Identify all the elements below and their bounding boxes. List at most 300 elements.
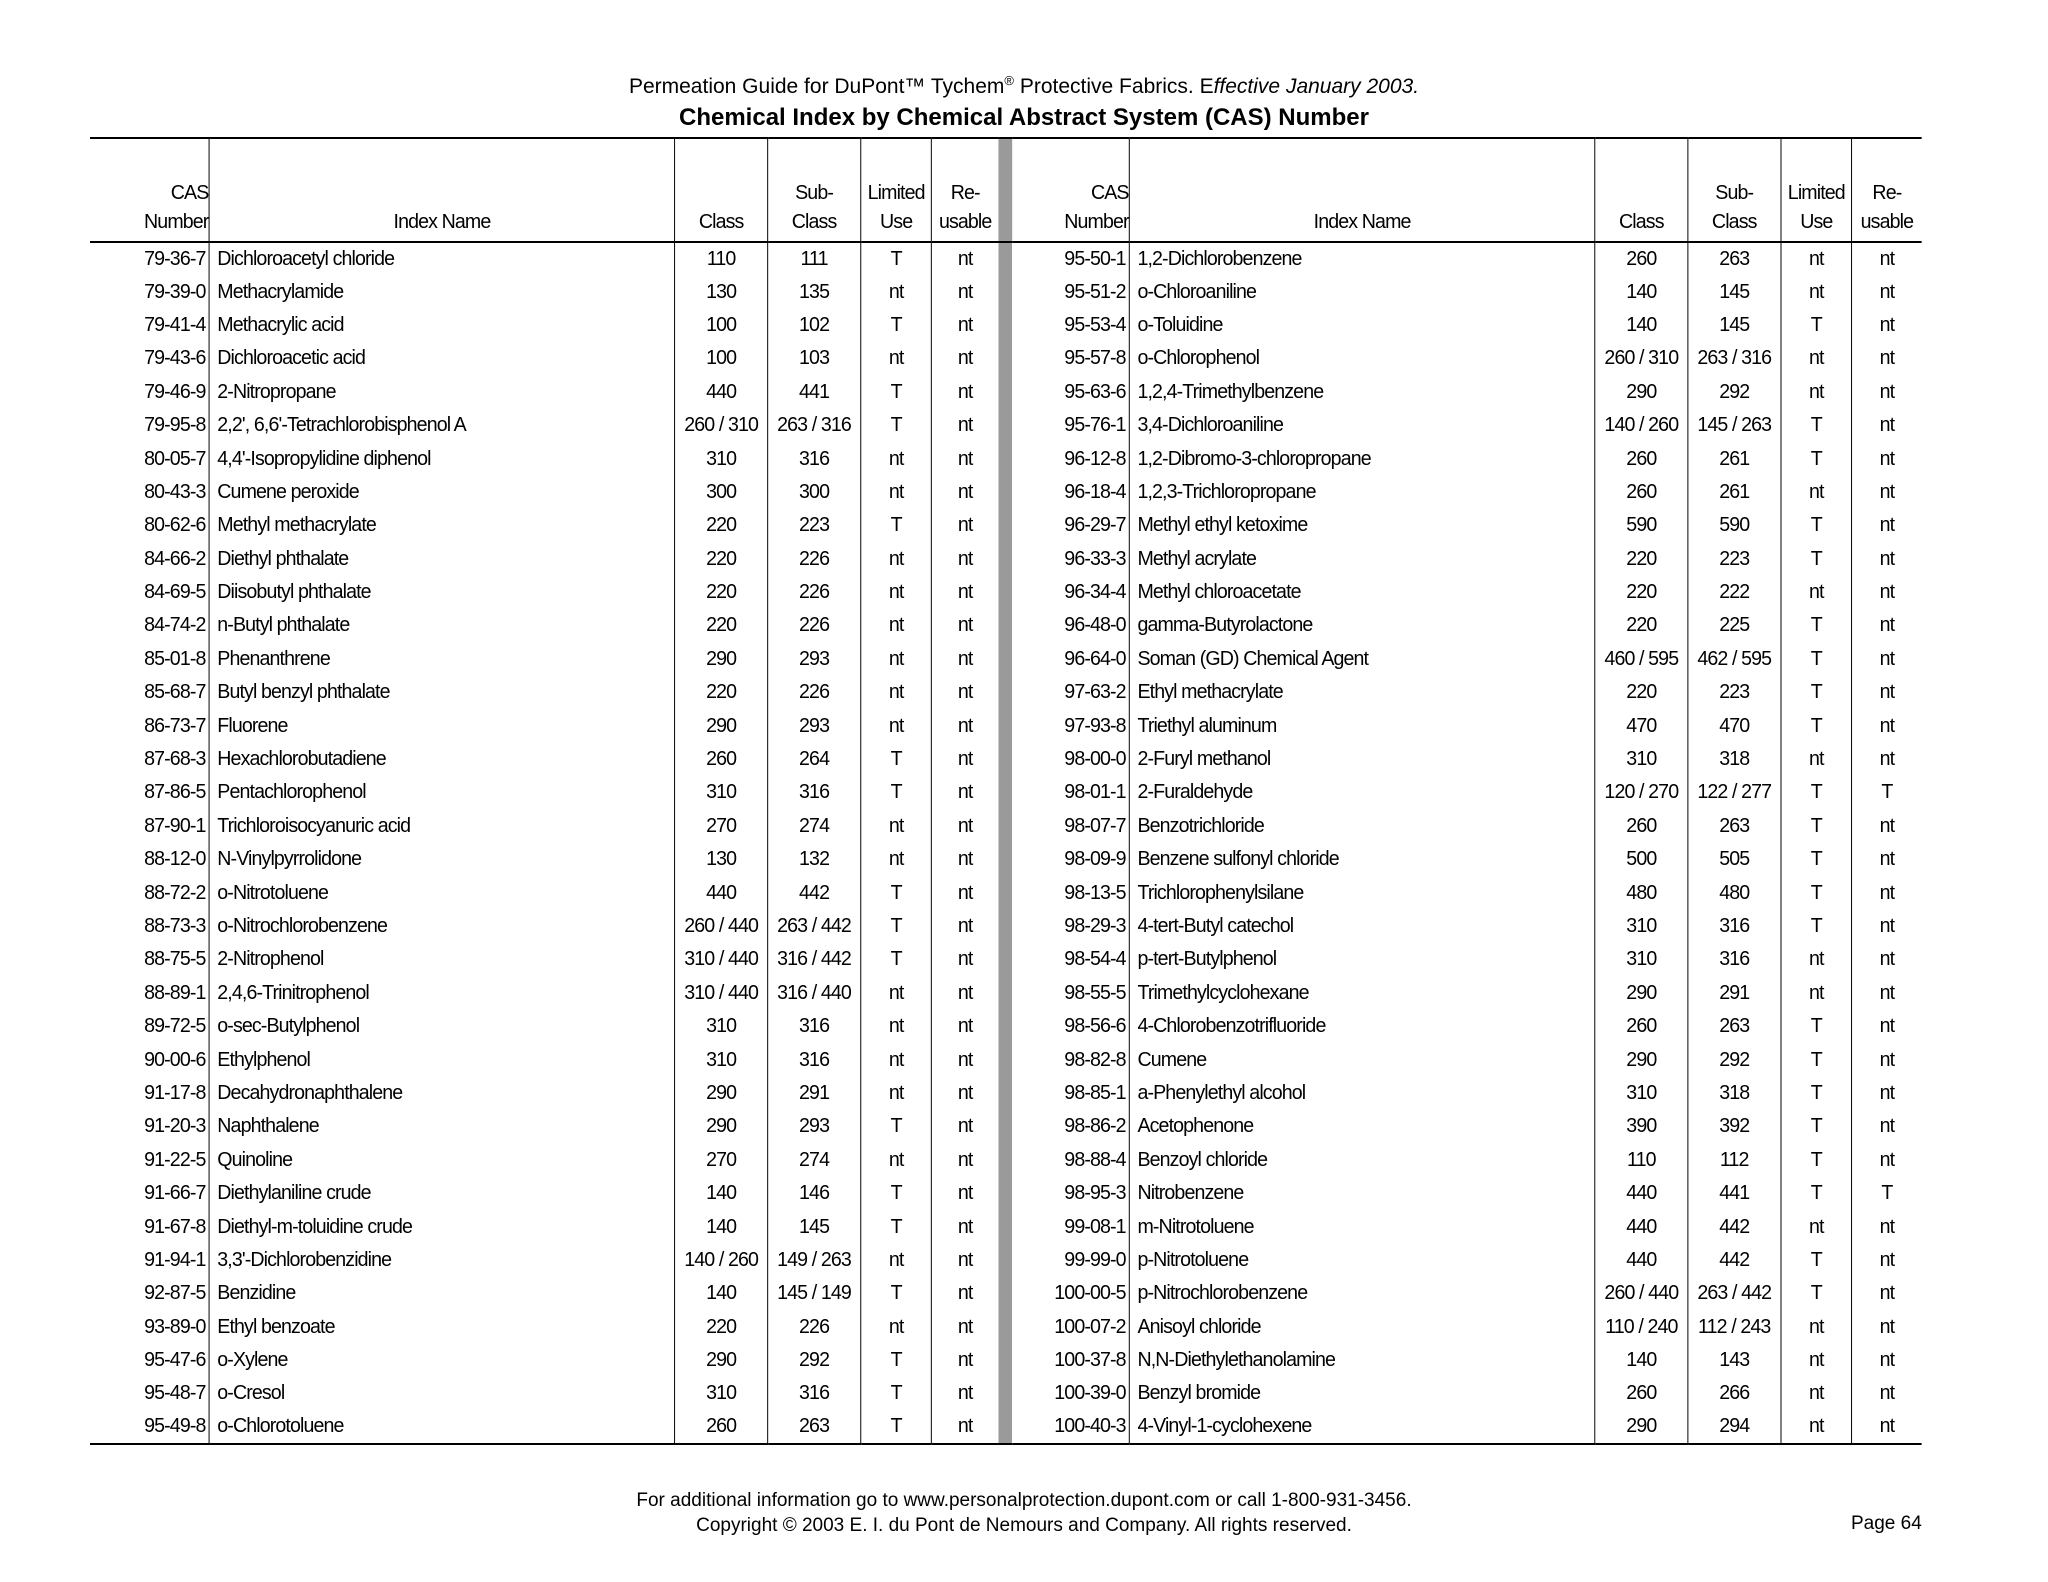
limited-use-value: T <box>861 1110 932 1143</box>
cas-number: 96-33-3 <box>1064 547 1126 570</box>
sub-class-value: 226 <box>767 543 860 576</box>
cas-number: 96-48-0 <box>1064 614 1126 637</box>
class-value: 270 <box>675 1144 767 1177</box>
reusable-value: nt <box>932 643 999 676</box>
reusable-value: nt <box>932 1043 999 1076</box>
sub-class-value: 392 <box>1688 1110 1781 1143</box>
limited-use-value: T <box>861 1344 932 1377</box>
table-row <box>90 1010 1922 1043</box>
reusable-value: nt <box>1852 843 1922 876</box>
col-reusable: Re- usable <box>932 138 999 242</box>
index-name: Methacrylic acid <box>209 309 675 342</box>
limited-use-value: T <box>861 876 932 909</box>
sub-class-value: 146 <box>767 1177 860 1210</box>
col-index-name: Index Name <box>1129 138 1595 242</box>
index-name: Phenanthrene <box>209 643 675 676</box>
reusable-value: nt <box>932 376 999 409</box>
column-divider <box>998 643 1012 676</box>
reusable-value: nt <box>932 709 999 742</box>
class-value: 310 / 440 <box>675 943 767 976</box>
index-name: 4-Chlorobenzotrifluoride <box>1129 1010 1595 1043</box>
cas-number: 93-89-0 <box>144 1315 206 1338</box>
cas-number: 80-05-7 <box>144 447 206 470</box>
class-value: 440 <box>1595 1210 1687 1243</box>
cas-number: 84-66-2 <box>144 547 206 570</box>
cas-number: 88-72-2 <box>144 881 206 904</box>
sub-class-value: 263 <box>1688 1010 1781 1043</box>
reusable-value: nt <box>932 810 999 843</box>
sub-class-value: 261 <box>1688 476 1781 509</box>
reusable-value: T <box>1852 776 1922 809</box>
sub-class-value: 112 / 243 <box>1688 1311 1781 1344</box>
index-name: Ethyl methacrylate <box>1129 676 1595 709</box>
cas-number: 97-63-2 <box>1064 681 1126 704</box>
class-value: 110 <box>1595 1144 1687 1177</box>
limited-use-value: T <box>1781 609 1852 642</box>
column-divider <box>998 1077 1012 1110</box>
limited-use-value: T <box>1781 1177 1852 1210</box>
sub-class-value: 292 <box>1688 376 1781 409</box>
limited-use-value: T <box>861 376 932 409</box>
reusable-value: nt <box>1852 643 1922 676</box>
cas-number: 96-34-4 <box>1064 581 1126 604</box>
cas-number: 98-01-1 <box>1064 781 1126 804</box>
limited-use-value: nt <box>861 1010 932 1043</box>
class-value: 140 <box>675 1277 767 1310</box>
limited-use-value: nt <box>861 977 932 1010</box>
sub-class-value: 263 / 442 <box>767 910 860 943</box>
sub-class-value: 103 <box>767 342 860 375</box>
index-name: Quinoline <box>209 1144 675 1177</box>
limited-use-value: nt <box>861 643 932 676</box>
cas-number: 91-20-3 <box>144 1115 206 1138</box>
reusable-value: nt <box>1852 442 1922 475</box>
table-row <box>90 676 1922 709</box>
limited-use-value: nt <box>1781 1377 1852 1410</box>
class-value: 290 <box>675 709 767 742</box>
col-cas-number: CAS Number <box>90 138 209 242</box>
column-divider <box>998 509 1012 542</box>
reusable-value: nt <box>932 1010 999 1043</box>
reusable-value: nt <box>1852 342 1922 375</box>
sub-class-value: 291 <box>1688 977 1781 1010</box>
index-name: o-sec-Butylphenol <box>209 1010 675 1043</box>
cas-number: 85-68-7 <box>144 681 206 704</box>
limited-use-value: nt <box>861 843 932 876</box>
index-name: Benzoyl chloride <box>1129 1144 1595 1177</box>
limited-use-value: nt <box>861 810 932 843</box>
class-value: 260 <box>1595 1010 1687 1043</box>
index-name: Decahydronaphthalene <box>209 1077 675 1110</box>
cas-number: 100-37-8 <box>1054 1349 1126 1372</box>
sub-class-value: 293 <box>767 709 860 742</box>
cas-number: 100-39-0 <box>1054 1382 1126 1405</box>
table-header-row <box>90 138 1922 242</box>
limited-use-value: T <box>1781 1077 1852 1110</box>
limited-use-value: nt <box>861 1244 932 1277</box>
limited-use-value: T <box>861 1177 932 1210</box>
limited-use-value: T <box>1781 1110 1852 1143</box>
class-value: 310 <box>675 776 767 809</box>
reusable-value: nt <box>1852 1210 1922 1243</box>
index-name: n-Butyl phthalate <box>209 609 675 642</box>
reusable-value: nt <box>932 1144 999 1177</box>
table-row <box>90 743 1922 776</box>
class-value: 110 / 240 <box>1595 1311 1687 1344</box>
limited-use-value: T <box>861 776 932 809</box>
reusable-value: nt <box>932 843 999 876</box>
limited-use-value: T <box>861 1377 932 1410</box>
reusable-value: nt <box>1852 943 1922 976</box>
limited-use-value: nt <box>861 676 932 709</box>
index-name: 1,2,3-Trichloropropane <box>1129 476 1595 509</box>
cas-number: 95-76-1 <box>1064 414 1126 437</box>
limited-use-value: nt <box>1781 943 1852 976</box>
class-value: 140 <box>1595 275 1687 308</box>
sub-class-value: 222 <box>1688 576 1781 609</box>
table-row <box>90 1177 1922 1210</box>
index-name: Trichloroisocyanuric acid <box>209 810 675 843</box>
index-name: Methyl ethyl ketoxime <box>1129 509 1595 542</box>
table-row <box>90 876 1922 909</box>
class-value: 260 <box>1595 810 1687 843</box>
class-value: 460 / 595 <box>1595 643 1687 676</box>
class-value: 220 <box>675 676 767 709</box>
cas-number: 80-43-3 <box>144 480 206 503</box>
column-divider <box>998 876 1012 909</box>
column-divider <box>998 743 1012 776</box>
sub-class-value: 263 <box>1688 242 1781 275</box>
class-value: 130 <box>675 275 767 308</box>
footer-copyright: Copyright © 2003 E. I. du Pont de Nemours and Company. All rights reserved. <box>696 1515 1352 1536</box>
column-divider <box>998 709 1012 742</box>
reusable-value: nt <box>1852 509 1922 542</box>
sub-class-value: 292 <box>1688 1043 1781 1076</box>
limited-use-value: nt <box>861 609 932 642</box>
column-divider <box>998 1344 1012 1377</box>
index-name: Methyl methacrylate <box>209 509 675 542</box>
class-value: 220 <box>675 1311 767 1344</box>
sub-class-value: 223 <box>767 509 860 542</box>
class-value: 260 / 310 <box>1595 342 1687 375</box>
index-name: 1,2-Dibromo-3-chloropropane <box>1129 442 1595 475</box>
column-divider <box>998 576 1012 609</box>
class-value: 220 <box>675 543 767 576</box>
sub-class-value: 145 <box>1688 275 1781 308</box>
class-value: 390 <box>1595 1110 1687 1143</box>
class-value: 140 <box>1595 309 1687 342</box>
index-name: 2-Nitrophenol <box>209 943 675 976</box>
class-value: 440 <box>675 876 767 909</box>
reusable-value: nt <box>932 1411 999 1444</box>
table-row <box>90 1077 1922 1110</box>
table-row <box>90 409 1922 442</box>
sub-class-value: 316 <box>767 442 860 475</box>
sub-class-value: 316 / 440 <box>767 977 860 1010</box>
limited-use-value: T <box>1781 910 1852 943</box>
table-row <box>90 709 1922 742</box>
sub-class-value: 316 <box>767 1043 860 1076</box>
class-value: 110 <box>675 242 767 275</box>
cas-number: 91-66-7 <box>144 1182 206 1205</box>
column-divider <box>998 810 1012 843</box>
class-value: 590 <box>1595 509 1687 542</box>
cas-number: 95-50-1 <box>1064 247 1126 270</box>
limited-use-value: T <box>861 910 932 943</box>
sub-class-value: 316 <box>1688 910 1781 943</box>
column-divider <box>998 1010 1012 1043</box>
reusable-value: nt <box>932 1110 999 1143</box>
index-name: N-Vinylpyrrolidone <box>209 843 675 876</box>
reusable-value: nt <box>932 1177 999 1210</box>
table-row <box>90 1043 1922 1076</box>
limited-use-value: T <box>1781 676 1852 709</box>
class-value: 100 <box>675 342 767 375</box>
sub-class-value: 274 <box>767 810 860 843</box>
sub-class-value: 470 <box>1688 709 1781 742</box>
column-divider <box>998 342 1012 375</box>
index-name: 2,4,6-Trinitrophenol <box>209 977 675 1010</box>
index-name: Anisoyl chloride <box>1129 1311 1595 1344</box>
sub-class-value: 261 <box>1688 442 1781 475</box>
column-divider <box>998 138 1012 242</box>
table-row <box>90 609 1922 642</box>
column-divider <box>998 1277 1012 1310</box>
sub-class-value: 226 <box>767 676 860 709</box>
document-title: Permeation Guide for DuPont™ Tychem® Protective Fabrics. Effective January 2003. <box>628 73 1420 98</box>
limited-use-value: nt <box>861 1311 932 1344</box>
index-name: Benzidine <box>209 1277 675 1310</box>
sub-class-value: 292 <box>767 1344 860 1377</box>
limited-use-value: T <box>861 1210 932 1243</box>
reusable-value: nt <box>1852 309 1922 342</box>
sub-class-value: 293 <box>767 643 860 676</box>
class-value: 220 <box>675 576 767 609</box>
column-divider <box>998 242 1012 275</box>
class-value: 440 <box>1595 1244 1687 1277</box>
table-row <box>90 643 1922 676</box>
limited-use-value: nt <box>1781 242 1852 275</box>
column-divider <box>998 1411 1012 1444</box>
table-row <box>90 843 1922 876</box>
column-divider <box>998 309 1012 342</box>
limited-use-value: T <box>1781 810 1852 843</box>
index-name: o-Cresol <box>209 1377 675 1410</box>
class-value: 130 <box>675 843 767 876</box>
table-row <box>90 442 1922 475</box>
limited-use-value: nt <box>1781 1210 1852 1243</box>
reusable-value: nt <box>932 342 999 375</box>
limited-use-value: nt <box>861 576 932 609</box>
class-value: 310 <box>675 1377 767 1410</box>
col-sub-class: Sub- Class <box>767 138 860 242</box>
sub-class-value: 266 <box>1688 1377 1781 1410</box>
sub-class-value: 226 <box>767 576 860 609</box>
sub-class-value: 111 <box>767 242 860 275</box>
sub-class-value: 149 / 263 <box>767 1244 860 1277</box>
table-row <box>90 943 1922 976</box>
column-divider <box>998 1210 1012 1243</box>
sub-class-value: 291 <box>767 1077 860 1110</box>
class-value: 290 <box>675 1110 767 1143</box>
sub-class-value: 441 <box>1688 1177 1781 1210</box>
column-divider <box>998 543 1012 576</box>
cas-number: 95-57-8 <box>1064 347 1126 370</box>
limited-use-value: T <box>861 1277 932 1310</box>
sub-class-value: 316 <box>767 776 860 809</box>
cas-number: 80-62-6 <box>144 514 206 537</box>
limited-use-value: T <box>861 242 932 275</box>
cas-number: 79-46-9 <box>144 380 206 403</box>
index-name: Nitrobenzene <box>1129 1177 1595 1210</box>
limited-use-value: nt <box>861 709 932 742</box>
class-value: 300 <box>675 476 767 509</box>
class-value: 260 / 310 <box>675 409 767 442</box>
limited-use-value: nt <box>1781 1411 1852 1444</box>
sub-class-value: 145 <box>1688 309 1781 342</box>
class-value: 310 / 440 <box>675 977 767 1010</box>
sub-class-value: 316 / 442 <box>767 943 860 976</box>
reusable-value: nt <box>1852 1377 1922 1410</box>
index-name: Naphthalene <box>209 1110 675 1143</box>
limited-use-value: nt <box>861 442 932 475</box>
reusable-value: nt <box>932 609 999 642</box>
sub-class-value: 316 <box>767 1377 860 1410</box>
document-subtitle: Chemical Index by Chemical Abstract System (CAS) Number <box>679 104 1369 131</box>
class-value: 480 <box>1595 876 1687 909</box>
cas-number: 89-72-5 <box>144 1015 206 1038</box>
sub-class-value: 590 <box>1688 509 1781 542</box>
cas-number: 95-51-2 <box>1064 280 1126 303</box>
reusable-value: nt <box>1852 1144 1922 1177</box>
cas-number: 98-54-4 <box>1064 948 1126 971</box>
sub-class-value: 145 / 263 <box>1688 409 1781 442</box>
cas-number: 88-89-1 <box>144 981 206 1004</box>
sub-class-value: 294 <box>1688 1411 1781 1444</box>
table-row <box>90 309 1922 342</box>
index-name: o-Nitrotoluene <box>209 876 675 909</box>
class-value: 220 <box>675 509 767 542</box>
limited-use-value: T <box>1781 1043 1852 1076</box>
reusable-value: nt <box>932 309 999 342</box>
index-name: Ethyl benzoate <box>209 1311 675 1344</box>
limited-use-value: T <box>861 409 932 442</box>
sub-class-value: 300 <box>767 476 860 509</box>
class-value: 260 <box>1595 1377 1687 1410</box>
cas-number: 91-22-5 <box>144 1148 206 1171</box>
class-value: 260 <box>675 1411 767 1444</box>
index-name: Diethylaniline crude <box>209 1177 675 1210</box>
table-row <box>90 509 1922 542</box>
column-divider <box>998 275 1012 308</box>
sub-class-value: 112 <box>1688 1144 1781 1177</box>
index-name: p-Nitrochlorobenzene <box>1129 1277 1595 1310</box>
cas-number: 98-13-5 <box>1064 881 1126 904</box>
sub-class-value: 442 <box>1688 1210 1781 1243</box>
index-name: Benzyl bromide <box>1129 1377 1595 1410</box>
index-name: o-Chloroaniline <box>1129 275 1595 308</box>
limited-use-value: T <box>861 509 932 542</box>
limited-use-value: nt <box>861 1077 932 1110</box>
sub-class-value: 135 <box>767 275 860 308</box>
sub-class-value: 263 / 442 <box>1688 1277 1781 1310</box>
table-row <box>90 910 1922 943</box>
sub-class-value: 318 <box>1688 1077 1781 1110</box>
sub-class-value: 132 <box>767 843 860 876</box>
index-name: Diisobutyl phthalate <box>209 576 675 609</box>
column-divider <box>998 843 1012 876</box>
sub-class-value: 462 / 595 <box>1688 643 1781 676</box>
column-divider <box>998 409 1012 442</box>
class-value: 260 <box>1595 476 1687 509</box>
reusable-value: nt <box>1852 709 1922 742</box>
class-value: 140 <box>1595 1344 1687 1377</box>
cas-number: 95-53-4 <box>1064 313 1126 336</box>
cas-number: 99-99-0 <box>1064 1248 1126 1271</box>
cas-number: 91-17-8 <box>144 1081 206 1104</box>
class-value: 290 <box>1595 977 1687 1010</box>
reusable-value: nt <box>1852 1077 1922 1110</box>
cas-number: 88-73-3 <box>144 915 206 937</box>
table-row <box>90 342 1922 375</box>
reusable-value: nt <box>1852 743 1922 776</box>
limited-use-value: nt <box>1781 977 1852 1010</box>
class-value: 140 <box>675 1177 767 1210</box>
class-value: 140 / 260 <box>1595 409 1687 442</box>
cas-number: 95-47-6 <box>144 1349 206 1372</box>
sub-class-value: 263 <box>1688 810 1781 843</box>
limited-use-value: T <box>1781 776 1852 809</box>
reusable-value: nt <box>932 409 999 442</box>
limited-use-value: nt <box>1781 275 1852 308</box>
class-value: 220 <box>1595 543 1687 576</box>
reusable-value: nt <box>932 576 999 609</box>
limited-use-value: nt <box>861 275 932 308</box>
column-divider <box>998 943 1012 976</box>
table-row <box>90 810 1922 843</box>
cas-number: 96-12-8 <box>1064 447 1126 470</box>
table-row <box>90 576 1922 609</box>
index-name: p-tert-Butylphenol <box>1129 943 1595 976</box>
index-name: a-Phenylethyl alcohol <box>1129 1077 1595 1110</box>
limited-use-value: nt <box>1781 576 1852 609</box>
cas-number: 100-40-3 <box>1012 1411 1129 1444</box>
column-divider <box>998 442 1012 475</box>
class-value: 500 <box>1595 843 1687 876</box>
sub-class-value: 480 <box>1688 876 1781 909</box>
reusable-value: nt <box>932 242 999 275</box>
reusable-value: nt <box>932 1077 999 1110</box>
table-row <box>90 1110 1922 1143</box>
column-divider <box>998 1043 1012 1076</box>
class-value: 290 <box>675 643 767 676</box>
limited-use-value: T <box>861 743 932 776</box>
index-name: Hexachlorobutadiene <box>209 743 675 776</box>
column-divider <box>998 1244 1012 1277</box>
limited-use-value: T <box>1781 643 1852 676</box>
reusable-value: nt <box>932 676 999 709</box>
cas-number: 96-64-0 <box>1064 647 1126 670</box>
footer-info: For additional information go to www.personalprotection.dupont.com or call 1-800-931-3456. <box>636 1490 1412 1511</box>
class-value: 290 <box>675 1077 767 1110</box>
table-row <box>90 1377 1922 1410</box>
index-name: 3,3'-Dichlorobenzidine <box>209 1244 675 1277</box>
index-name: Fluorene <box>209 709 675 742</box>
reusable-value: nt <box>1852 910 1922 943</box>
cas-number: 84-69-5 <box>144 581 206 604</box>
sub-class-value: 226 <box>767 1311 860 1344</box>
table-row <box>90 476 1922 509</box>
